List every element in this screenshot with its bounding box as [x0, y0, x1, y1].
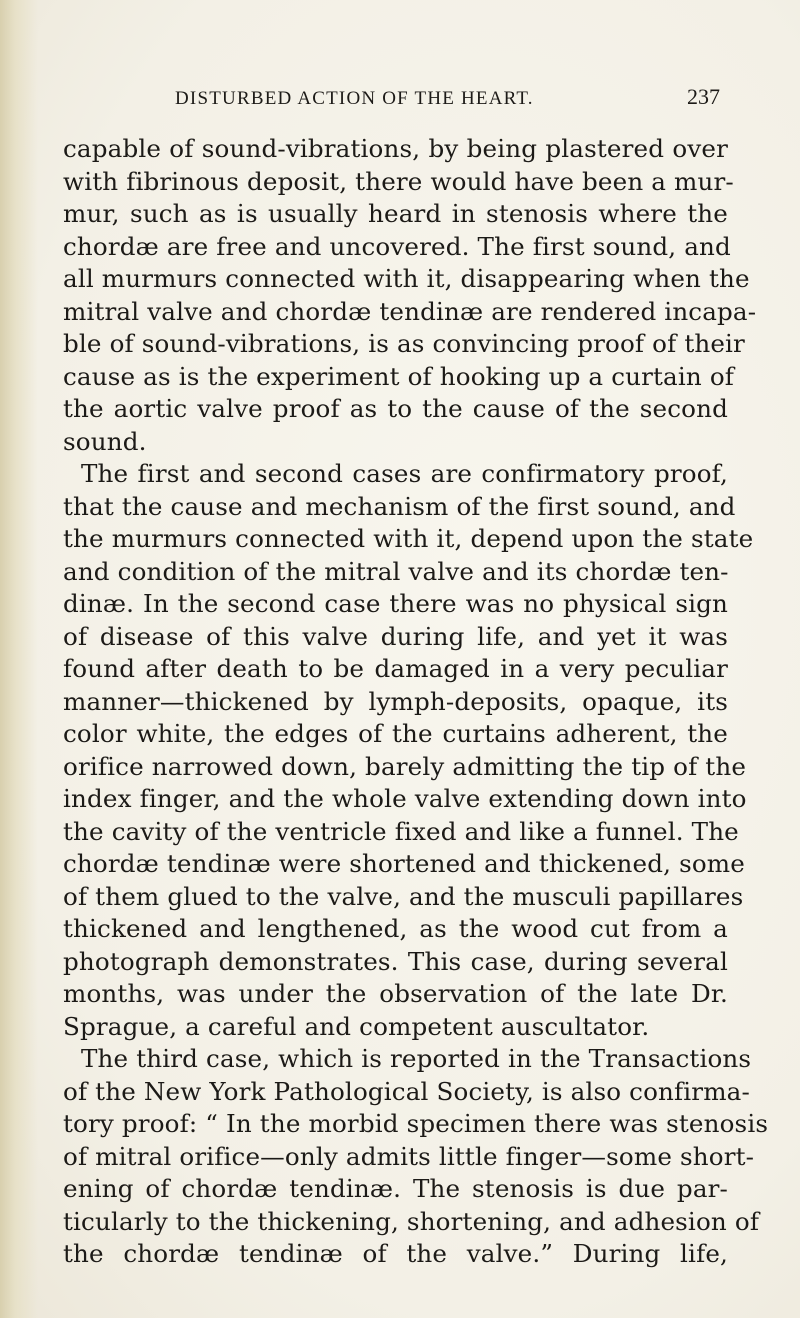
text-line: mitral valve and chordæ tendinæ are rendered incapa-: [63, 296, 757, 326]
text-line: the cavity of the ventricle fixed and like a funnel. The: [63, 816, 739, 846]
text-line: chordæ are free and uncovered. The first sound, and: [63, 231, 731, 261]
text-line: and condition of the mitral valve and its chordæ ten-: [63, 556, 729, 586]
text-line: The third case, which is reported in the Transactions: [81, 1044, 752, 1073]
body-text: [63, 133, 769, 1271]
text-line: that the cause and mechanism of the first sound, and: [63, 491, 736, 521]
text-line: with fibrinous deposit, there would have been a mur-: [63, 166, 734, 196]
text-line: sound.: [63, 426, 147, 456]
text-line: the aortic valve proof as to the cause of the second: [63, 394, 728, 423]
text-line: capable of sound-vibrations, by being plastered over: [63, 134, 728, 163]
text-line: found after death to be damaged in a very peculiar: [63, 654, 728, 683]
text-line: mur, such as is usually heard in stenosis where the: [63, 199, 728, 228]
text-line: the chordæ tendinæ of the valve.” During life,: [63, 1239, 728, 1268]
text-line: ble of sound-vibrations, is as convincing proof of their: [63, 329, 745, 358]
text-line: photograph demonstrates. This case, during several: [63, 946, 728, 976]
text-line: ticularly to the thickening, shortening, and adhesion of: [63, 1206, 760, 1236]
running-title: DISTURBED ACTION OF THE HEART.: [175, 88, 534, 109]
text-line: index finger, and the whole valve extending down into: [63, 784, 747, 813]
binding-gutter-shadow: [0, 0, 38, 1318]
text-line: dinæ. In the second case there was no physical sign: [63, 589, 728, 618]
page-header: [175, 84, 720, 118]
text-line: chordæ tendinæ were shortened and thickened, some: [63, 849, 745, 878]
text-line: all murmurs connected with it, disappearing when the: [63, 264, 750, 293]
text-line: tory proof: “ In the morbid specimen there was stenosis: [63, 1109, 769, 1138]
text-line: cause as is the experiment of hooking up a curtain of: [63, 361, 735, 391]
text-line: Sprague, a careful and competent auscultator.: [63, 1011, 650, 1041]
text-line: thickened and lengthened, as the wood cut from a: [63, 914, 728, 943]
text-line: months, was under the observation of the late Dr.: [63, 979, 728, 1008]
text-line: of the New York Pathological Society, is also confirma-: [63, 1076, 750, 1106]
text-line: of them glued to the valve, and the musculi papillares: [63, 881, 744, 911]
text-line: manner—thickened by lymph-deposits, opaque, its: [63, 686, 728, 716]
page-number: 237: [687, 84, 720, 109]
text-line: ening of chordæ tendinæ. The stenosis is due par-: [63, 1174, 728, 1203]
text-line: of mitral orifice—only admits little finger—some short-: [63, 1141, 755, 1171]
text-line: the murmurs connected with it, depend upon the state: [63, 524, 754, 553]
text-line: The first and second cases are confirmatory proof,: [81, 459, 728, 488]
text-line: color white, the edges of the curtains adherent, the: [63, 719, 728, 748]
text-line: of disease of this valve during life, and yet it was: [63, 621, 728, 651]
text-line: orifice narrowed down, barely admitting the tip of the: [63, 751, 747, 781]
